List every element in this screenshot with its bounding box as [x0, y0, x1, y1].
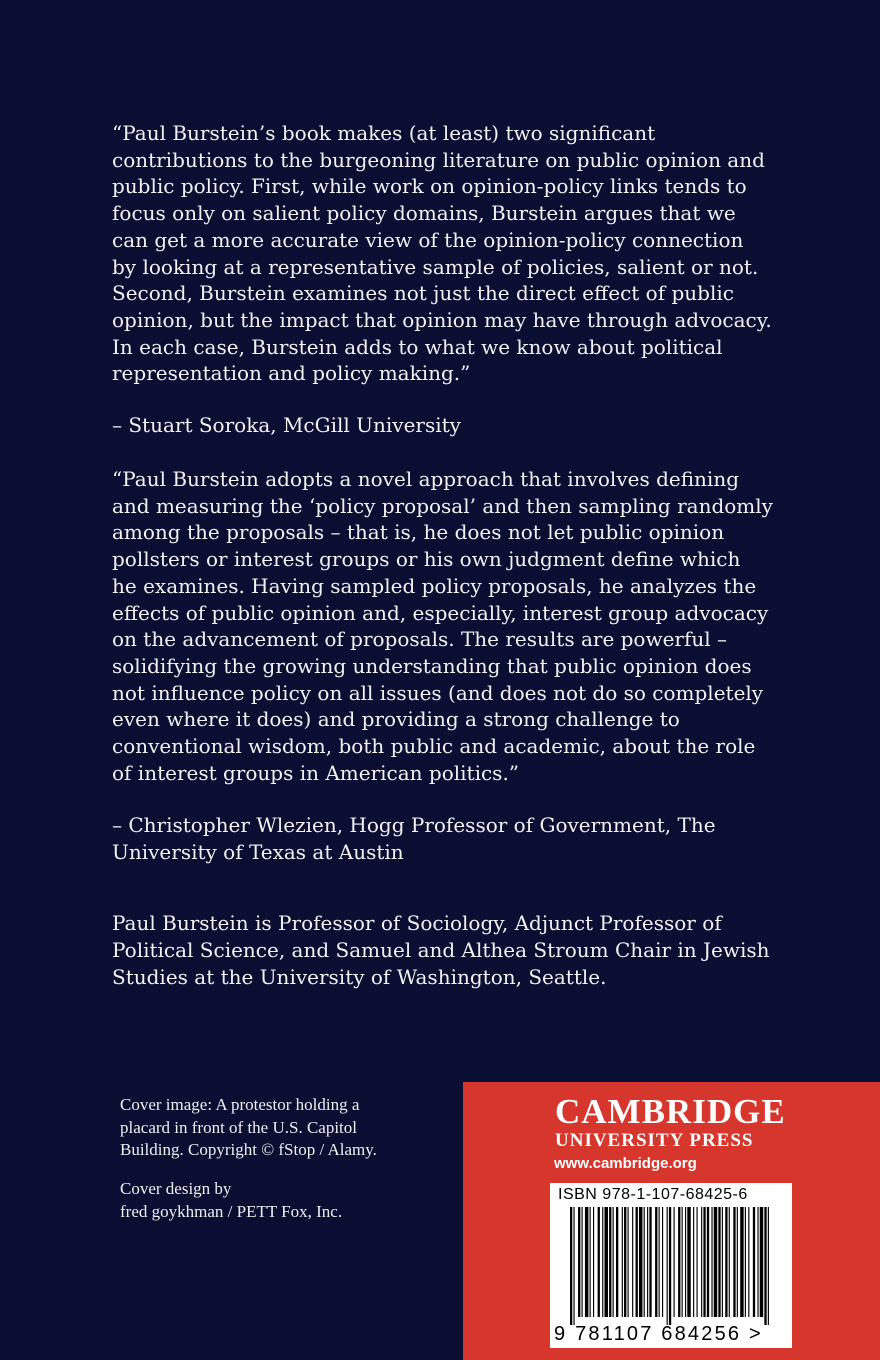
barcode-stripe: [628, 1207, 629, 1317]
barcode-digits: 9 781107 684256 >: [554, 1323, 763, 1345]
bio-line: Paul Burstein is Professor of Sociology, Adjunct Professor of: [112, 911, 722, 935]
attribution-1-line: – Stuart Soroka, McGill University: [112, 413, 461, 437]
barcode-stripe: [649, 1207, 651, 1317]
barcode-stripe: [647, 1207, 648, 1317]
quote-2-line: pollsters or interest groups or his own judgment define which: [112, 547, 741, 572]
author-bio: [112, 910, 792, 991]
quote-2-line: conventional wisdom, both public and academic, about the role: [112, 734, 756, 759]
barcode-stripe: [590, 1207, 591, 1317]
quote-2-line: he examines. Having sampled policy proposals, he analyzes the: [112, 573, 757, 598]
barcode-stripe: [718, 1207, 720, 1317]
barcode-stripe: [733, 1207, 735, 1317]
barcode-stripe: [703, 1207, 705, 1317]
barcode-stripe: [582, 1207, 583, 1317]
barcode-stripe: [613, 1207, 614, 1317]
barcode-stripe: [753, 1207, 755, 1317]
barcode-stripe: [593, 1207, 594, 1317]
barcode-stripe: [662, 1207, 663, 1317]
quote-1-line: by looking at a representative sample of policies, salient or not.: [112, 254, 759, 279]
quote-1-line: opinion, but the impact that opinion may have through advocacy.: [112, 307, 772, 332]
publisher-name: CAMBRIDGE: [555, 1092, 786, 1131]
publisher-block: [463, 1082, 880, 1360]
publisher-url: www.cambridge.org: [554, 1155, 697, 1172]
barcode-stripe: [711, 1207, 712, 1317]
barcode-stripe: [632, 1207, 633, 1317]
barcode-stripe: [609, 1207, 611, 1317]
barcode-stripe: [585, 1207, 588, 1317]
bio-line: Studies at the University of Washington, Seattle.: [112, 965, 607, 989]
credit-line: placard in front of the U.S. Capitol: [120, 1117, 358, 1137]
barcode-stripe: [616, 1207, 618, 1317]
quote-2-line: “Paul Burstein adopts a novel approach that involves defining: [112, 467, 740, 491]
barcode-stripe: [667, 1207, 668, 1325]
quote-2-line: not influence policy on all issues (and does not do so completely: [112, 680, 764, 705]
quote-1-line: representation and policy making.”: [112, 361, 471, 386]
barcode-stripe: [757, 1207, 758, 1317]
bio-line: Political Science, and Samuel and Althea Stroum Chair in Jewish: [112, 938, 770, 962]
attribution-2-line: University of Texas at Austin: [112, 839, 404, 864]
barcode-stripe: [639, 1207, 642, 1317]
barcode-stripe: [701, 1207, 702, 1317]
barcode-stripe: [622, 1207, 623, 1317]
isbn-barcode: [550, 1183, 792, 1348]
credit-line: Cover design by: [120, 1179, 232, 1198]
quote-1-line: “Paul Burstein’s book makes (at least) two significant: [112, 121, 656, 145]
cover-design-credit: [120, 1178, 450, 1223]
credit-line: fred goykhman / PETT Fox, Inc.: [120, 1201, 343, 1221]
barcode-stripe: [685, 1207, 686, 1317]
barcode-stripe: [624, 1207, 626, 1317]
quote-2-line: solidifying the growing understanding that public opinion does: [112, 653, 752, 678]
barcode-stripe: [745, 1207, 746, 1317]
barcode-stripe: [737, 1207, 738, 1317]
quote-1-line: can get a more accurate view of the opinion-policy connection: [112, 227, 744, 252]
barcode-stripe: [687, 1207, 690, 1317]
isbn-label: ISBN 978-1-107-68425-6: [558, 1186, 748, 1203]
barcode-stripe: [678, 1207, 680, 1317]
barcode-stripe: [764, 1207, 766, 1325]
review-attribution-1: [112, 412, 792, 439]
review-quote-1: [112, 120, 812, 387]
barcode-stripe: [760, 1207, 763, 1317]
barcode-stripe: [725, 1207, 727, 1317]
barcode-stripe: [693, 1207, 694, 1317]
quote-1-line: Second, Burstein examines not just the direct effect of public: [112, 281, 734, 306]
barcode-stripe: [602, 1207, 603, 1317]
barcode-stripe: [636, 1207, 638, 1317]
quote-2-line: on the advancement of proposals. The results are powerful –: [112, 627, 728, 652]
barcode-stripe: [570, 1207, 572, 1325]
barcode-stripe: [707, 1207, 709, 1317]
barcode-stripe: [674, 1207, 675, 1317]
barcode-stripe: [722, 1207, 723, 1317]
quote-1-line: focus only on salient policy domains, Burstein argues that we: [112, 201, 736, 226]
barcode-stripe: [578, 1207, 580, 1317]
review-attribution-2: [112, 812, 792, 865]
barcode-stripe: [729, 1207, 730, 1317]
barcode-stripe: [655, 1207, 657, 1317]
barcode-stripe: [697, 1207, 698, 1317]
quote-2-line: even where it does) and providing a strong challenge to: [112, 707, 680, 732]
barcode-stripe: [682, 1207, 683, 1317]
credit-line: Cover image: A protestor holding a: [120, 1095, 360, 1114]
quote-2-line: effects of public opinion and, especially, interest group advocacy: [112, 600, 769, 625]
barcode-stripe: [669, 1207, 671, 1325]
barcode-stripe: [659, 1207, 660, 1317]
publisher-subtitle: UNIVERSITY PRESS: [555, 1130, 754, 1151]
credit-line: Building. Copyright © fStop / Alamy.: [120, 1140, 377, 1159]
barcode-stripe: [573, 1207, 574, 1325]
barcode-stripe: [768, 1207, 769, 1325]
barcode-stripe: [598, 1207, 600, 1317]
quote-2-line: of interest groups in American politics.”: [112, 760, 520, 785]
quote-1-line: In each case, Burstein adds to what we know about political: [112, 334, 723, 359]
attribution-2-line: – Christopher Wlezien, Hogg Professor of Government, The: [112, 813, 716, 837]
barcode-stripe: [748, 1207, 749, 1317]
cover-image-credit: [120, 1094, 450, 1162]
barcode-stripe: [644, 1207, 645, 1317]
review-quote-2: [112, 466, 812, 786]
barcode-stripe: [714, 1207, 717, 1317]
barcode-bars: [556, 1207, 776, 1325]
quote-2-line: among the proposals – that is, he does not let public opinion: [112, 520, 725, 545]
quote-2-line: and measuring the ‘policy proposal’ and then sampling randomly: [112, 493, 773, 518]
barcode-stripe: [740, 1207, 743, 1317]
barcode-stripe: [605, 1207, 608, 1317]
quote-1-line: public policy. First, while work on opinion-policy links tends to: [112, 174, 747, 199]
quote-1-line: contributions to the burgeoning literature on public opinion and: [112, 147, 765, 172]
